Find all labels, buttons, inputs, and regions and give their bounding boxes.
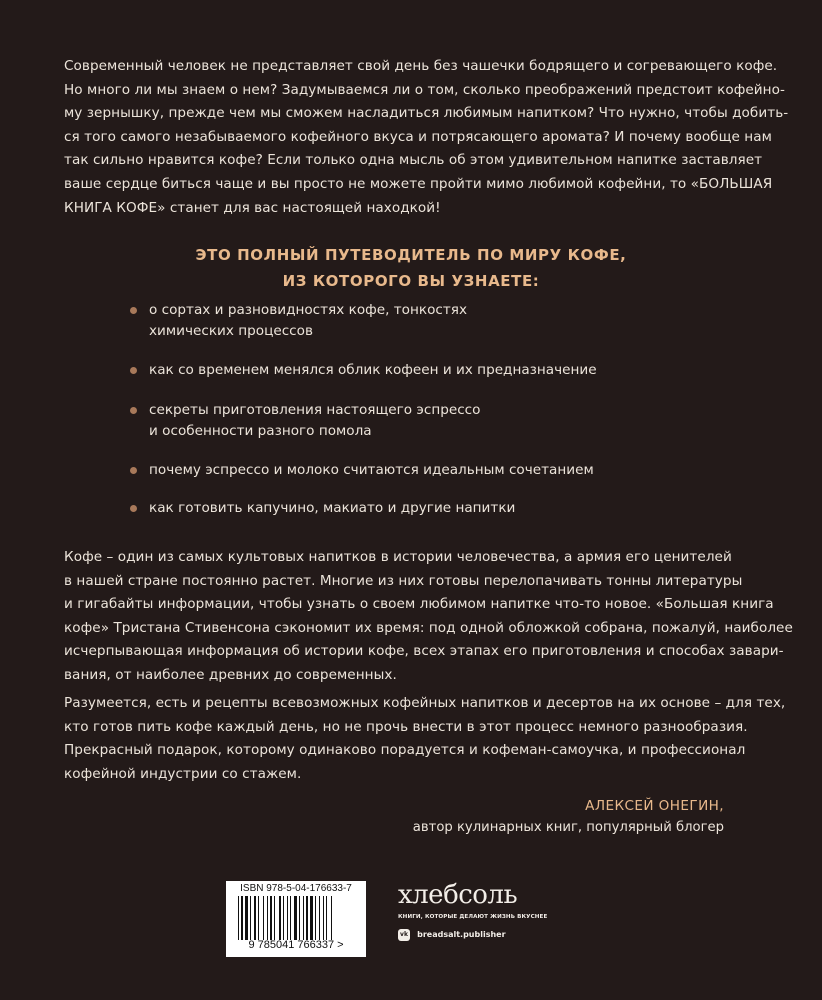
bullet-dot-icon [130, 505, 137, 512]
body-line: в нашей стране постоянно растет. Многие из них готовы перелопачивать тонны литературы [64, 572, 743, 589]
barcode-stripe [331, 896, 332, 940]
barcode-stripe [303, 896, 304, 940]
barcode-stripe [274, 896, 275, 940]
barcode-stripe [238, 896, 239, 940]
barcode-stripe [283, 896, 284, 940]
barcode-stripe [267, 896, 268, 940]
list-item-text: о сортах и разновидностях кофе, тонкостях [149, 302, 468, 318]
heading-line: ЭТО ПОЛНЫЙ ПУТЕВОДИТЕЛЬ ПО МИРУ КОФЕ, [195, 246, 627, 264]
bullet-dot-icon [130, 407, 137, 414]
publisher-social-handle: breadsalt.publisher [417, 930, 506, 939]
publisher-tagline: КНИГИ, КОТОРЫЕ ДЕЛАЮТ ЖИЗНЬ ВКУСНЕЕ [398, 914, 548, 920]
author-role: автор кулинарных книг, популярный блогер [412, 820, 724, 835]
barcode-stripe [294, 896, 297, 940]
intro-line: му зернышку, прежде чем мы сможем насладиться любимым напитком? Что нужно, чтобы добить- [64, 105, 789, 122]
barcode-stripe [299, 896, 300, 940]
bullet-dot-icon [130, 367, 137, 374]
body-line: и гигабайты информации, чтобы узнать о своем любимом напитке что-то новое. «Большая книга [64, 596, 774, 613]
barcode-stripe [241, 896, 243, 940]
barcode-stripe [319, 896, 320, 940]
barcode-stripe [315, 896, 316, 940]
bullet-dot-icon [130, 307, 137, 314]
barcode-stripe [310, 896, 313, 940]
barcode-stripe [254, 896, 256, 940]
barcode-stripe [270, 896, 272, 940]
list-item-text: и особенности разного помола [149, 423, 372, 439]
barcode-digits: 9 785041 766337 > [248, 939, 344, 951]
body-line: Разумеется, есть и рецепты всевозможных кофейных напитков и десертов на их основе – для тех, [64, 695, 786, 711]
barcode-stripe [245, 896, 248, 940]
bullet-dot-icon [130, 467, 137, 474]
barcode-stripe [290, 896, 291, 940]
body-line: исчерпывающая информация об истории кофе, всех этапах его приготовления и способах завари- [64, 643, 784, 660]
barcode-bars [238, 896, 362, 940]
list-item-text: почему эспрессо и молоко считаются идеальным сочетанием [149, 462, 594, 478]
intro-line: ваше сердце биться чаще и вы просто не можете пройти мимо любимой кофейни, то «БОЛЬШАЯ [64, 175, 773, 192]
barcode-stripe [287, 896, 288, 940]
barcode-stripe [323, 896, 324, 940]
publisher-logo-word: хлебсоль [398, 880, 518, 910]
body-paragraph-1 [64, 546, 793, 688]
heading-line: ИЗ КОТОРОГО ВЫ УЗНАЕТЕ: [282, 272, 540, 290]
intro-line: ся того самого незабываемого кофейного вкуса и потрясающего аромата? И почему вообще нам [64, 128, 772, 145]
section-heading [0, 242, 822, 294]
list-item-text: как готовить капучино, макиато и другие напитки [149, 500, 516, 516]
isbn-label: ISBN 978-5-04-176633-7 [240, 883, 352, 894]
list-item-text: секреты приготовления настоящего эспрессо [149, 402, 481, 418]
body-line: кто готов пить кофе каждый день, но не прочь внести в этот процесс немного разнообразия. [64, 718, 748, 735]
body-line: Прекрасный подарок, которому одинаково порадуется и кофеман-самоучка, и профессионал [64, 742, 746, 759]
list-item-text: химических процессов [149, 323, 313, 339]
publisher-logo [398, 880, 558, 950]
barcode-stripe [279, 896, 281, 940]
barcode-stripe [258, 896, 259, 940]
intro-line: Но много ли мы знаем о нем? Задумываемся ли о том, сколько преображений предстоит кофейно- [64, 81, 785, 98]
barcode-stripe [263, 896, 264, 940]
barcode-stripe [326, 896, 327, 940]
body-paragraph-2 [64, 692, 786, 786]
barcode-stripe [306, 896, 308, 940]
vk-icon: vk [398, 929, 410, 941]
body-line: кофе» Тристана Стивенсона сэкономит их время: под одной обложкой собрана, пожалуй, наиболее [64, 619, 793, 636]
intro-line: КНИГА КОФЕ» станет для вас настоящей находкой! [64, 199, 441, 216]
body-line: Кофе – один из самых культовых напитков в истории человечества, а армия его ценителей [64, 549, 732, 565]
intro-line: Современный человек не представляет свой день без чашечки бодрящего и согревающего кофе. [64, 58, 778, 74]
body-line: вания, от наиболее древних до современных. [64, 666, 397, 683]
intro-line: так сильно нравится кофе? Если только одна мысль об этом удивительном напитке заставляет [64, 152, 763, 169]
body-line: кофейной индустрии со стажем. [64, 765, 302, 782]
list-item-text: как со временем менялся облик кофеен и их предназначение [149, 362, 597, 378]
author-name: АЛЕКСЕЙ ОНЕГИН, [585, 798, 724, 814]
barcode-stripe [250, 896, 251, 940]
intro-paragraph [64, 55, 789, 220]
publisher-social [398, 924, 506, 943]
barcode [226, 881, 366, 957]
